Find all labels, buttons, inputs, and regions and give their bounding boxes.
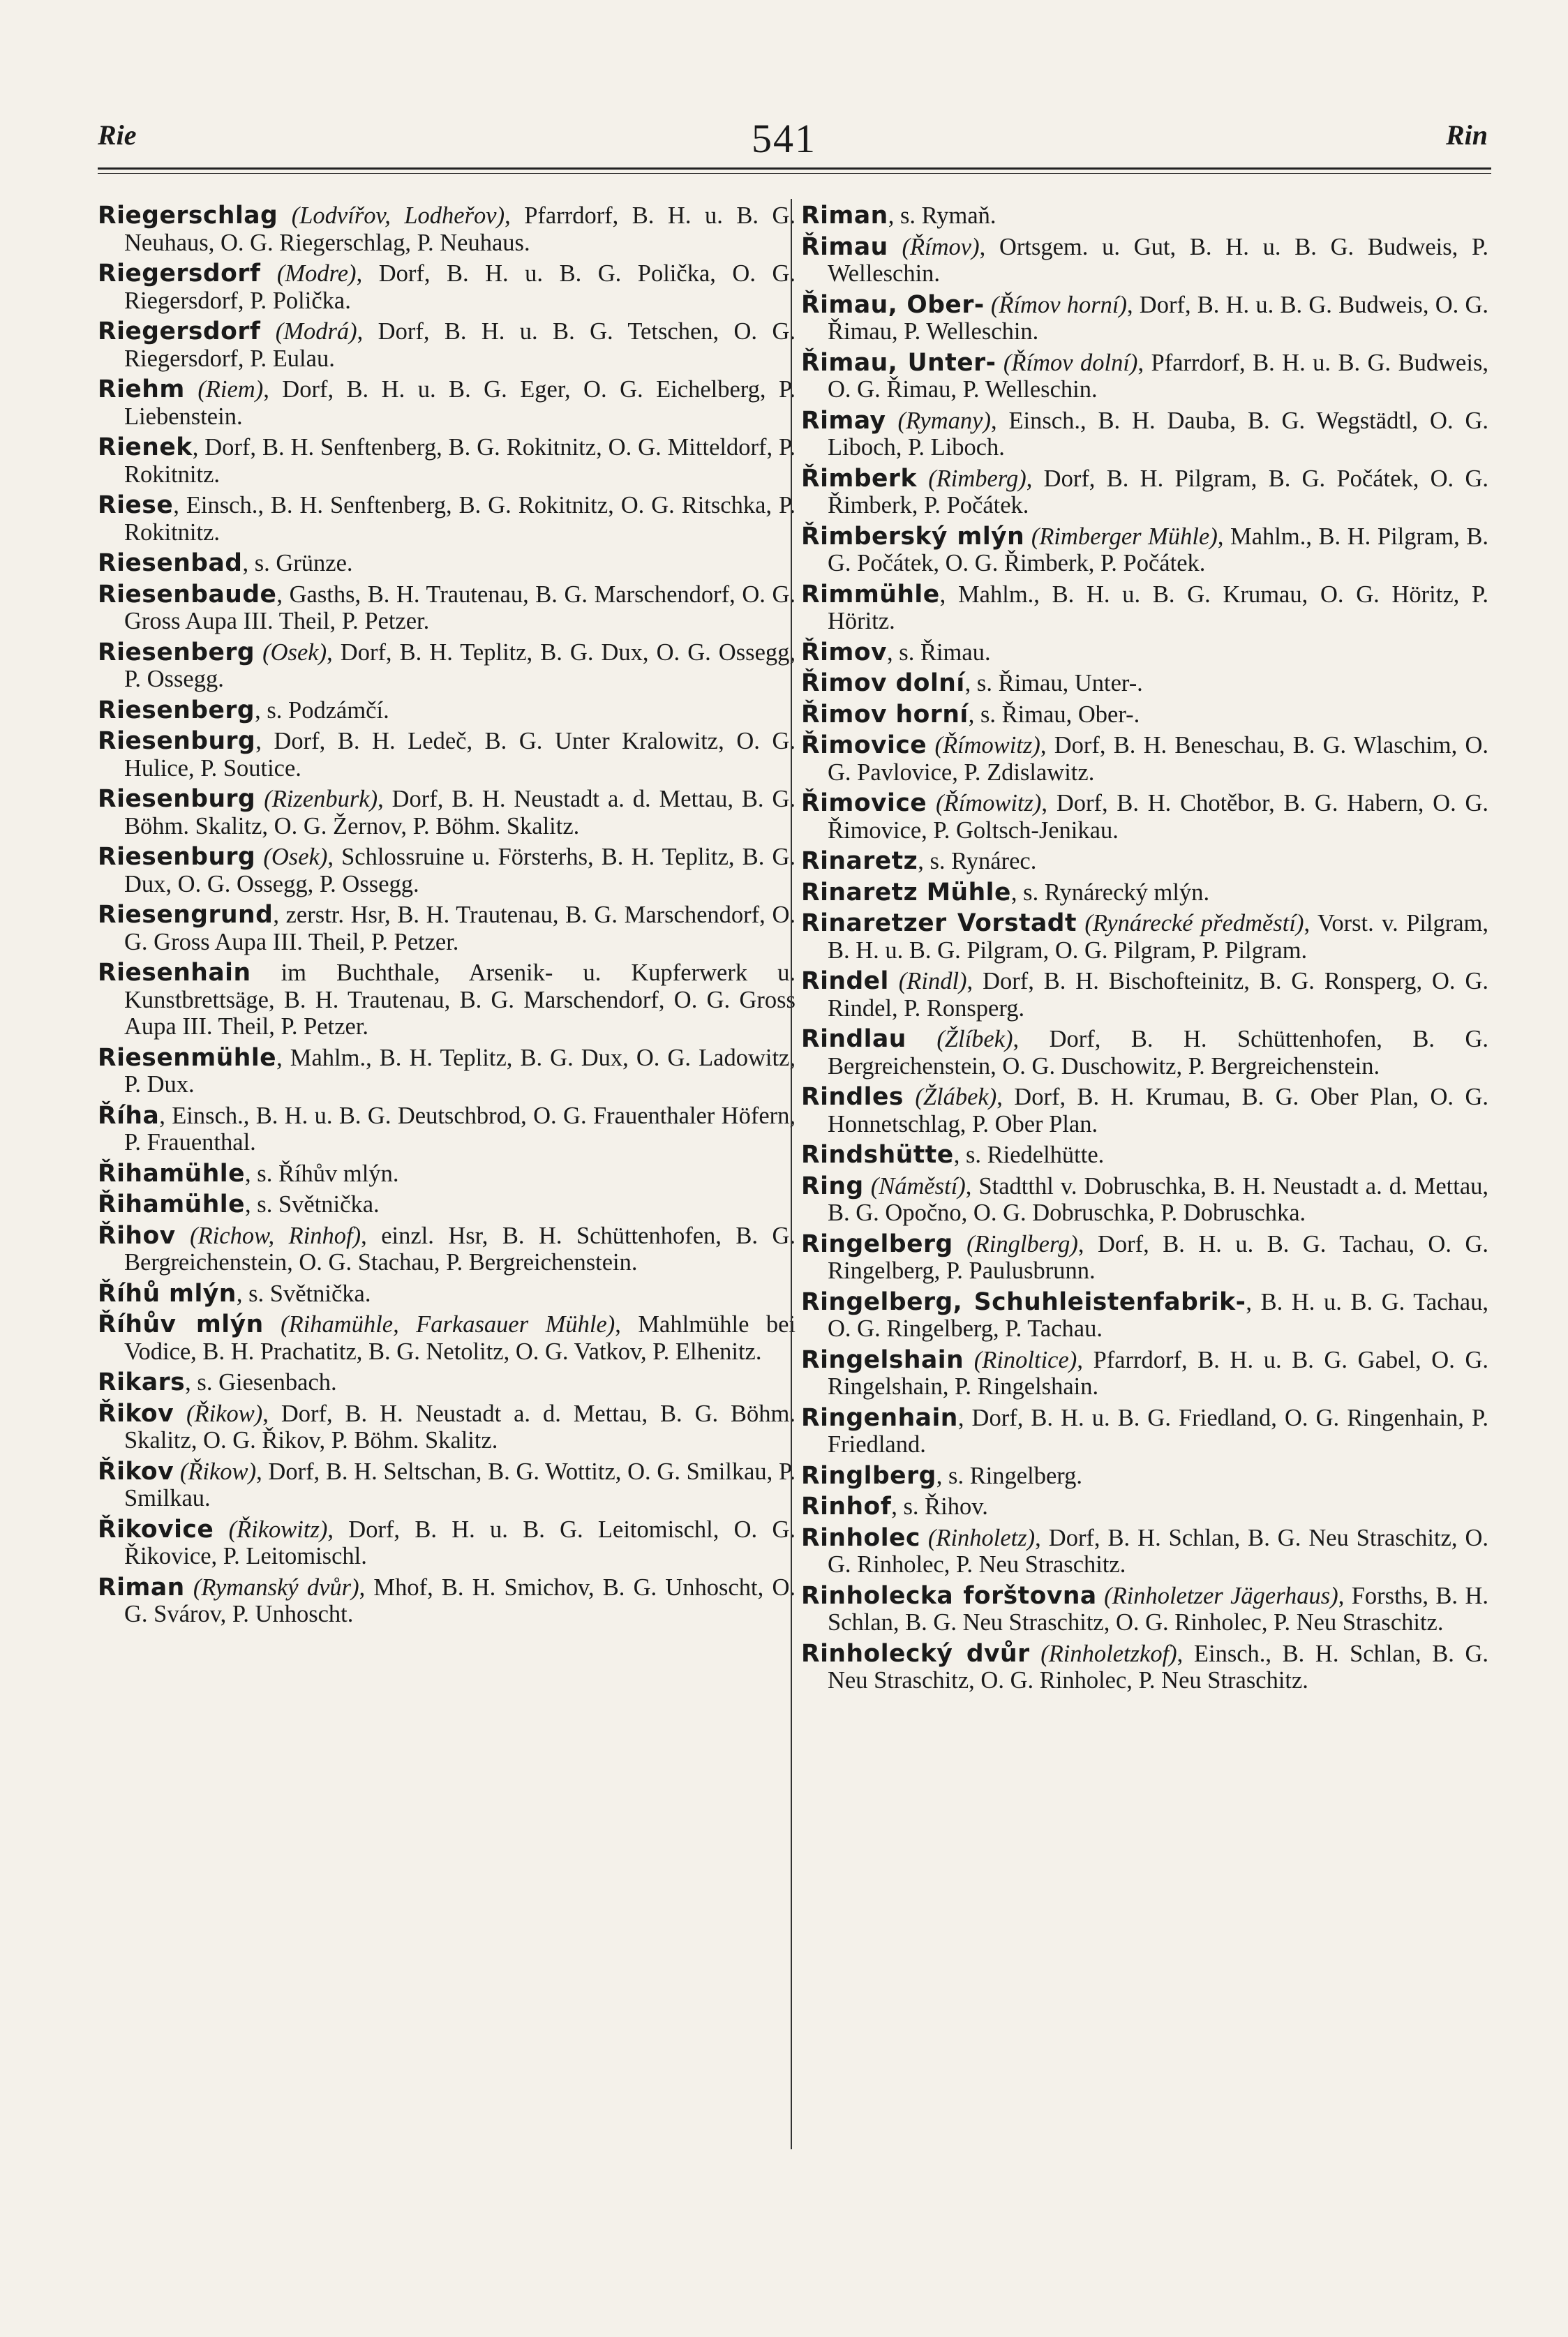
entry-czech-name: (Rindl) — [898, 968, 967, 994]
entry-description: , s. Giesenbach. — [185, 1369, 337, 1396]
gazetteer-entry — [98, 1103, 796, 1156]
entry-headword: Riesenbad — [98, 549, 243, 577]
entry-headword: Rienek — [98, 433, 193, 461]
entry-description: , Mahlm., B. H. Teplitz, B. G. Dux, O. G. Ladowitz, P. Dux. — [124, 1044, 796, 1098]
gazetteer-entry — [98, 1045, 796, 1098]
entry-description: , s. Řimau, Ober-. — [968, 701, 1140, 728]
entry-czech-name: (Řikowitz) — [228, 1516, 328, 1543]
gazetteer-entry — [801, 1173, 1488, 1227]
entry-description: , Dorf, B. H. Ledeč, B. G. Unter Kralowitz, O. G. Hulice, P. Soutice. — [124, 728, 796, 782]
entry-czech-name: (Rymanský dvůr) — [193, 1574, 359, 1601]
gazetteer-entry — [98, 1516, 796, 1570]
entry-description: , Pfarrdorf, B. H. u. B. G. Budweis, O. G. Řimau, P. Welleschin. — [828, 349, 1489, 403]
entry-headword: Řimov horní — [801, 700, 969, 729]
entry-headword: Riesenburg — [98, 727, 256, 755]
entry-headword: Ringelshain — [801, 1345, 964, 1374]
entry-headword: Řikovice — [98, 1515, 214, 1544]
entry-description: , Dorf, B. H. u. B. G. Leitomischl, O. G. Řikovice, P. Leitomischl. — [124, 1516, 796, 1569]
gazetteer-entry — [98, 1574, 796, 1628]
entry-description: , s. Řimau. — [887, 639, 991, 666]
entry-description: , s. Říhův mlýn. — [245, 1160, 399, 1187]
entry-czech-name: (Žlíbek) — [936, 1026, 1013, 1052]
entry-headword: Rinholecka forštovna — [801, 1581, 1097, 1610]
entry-description: , Pfarrdorf, B. H. u. B. G. Gabel, O. G. Ringelshain, P. Ringelshain. — [828, 1346, 1488, 1400]
entry-headword: Řimberský mlýn — [801, 522, 1025, 551]
entry-description: , Gasths, B. H. Trautenau, B. G. Marschendorf, O. G. Gross Aupa III. Theil, P. Petzer. — [124, 581, 796, 634]
entry-czech-name: (Rynárecké předměstí) — [1084, 910, 1304, 936]
entry-headword: Rindles — [801, 1083, 904, 1111]
right-column — [801, 202, 1488, 1698]
entry-description: , Mahlm., B. H. u. B. G. Krumau, O. G. Höritz, P. Höritz. — [828, 581, 1488, 634]
entry-czech-name: (Rihamühle, Farkasauer Mühle) — [281, 1311, 615, 1338]
gazetteer-entry — [801, 732, 1488, 786]
gazetteer-entry — [98, 786, 796, 839]
entry-description: , Pfarrdorf, B. H. u. B. G. Neuhaus, O. G. Riegerschlag, P. Neuhaus. — [124, 202, 796, 256]
entry-czech-name: (Rymany) — [897, 407, 991, 434]
left-column — [98, 202, 796, 1632]
gazetteer-entry — [98, 844, 796, 897]
entry-headword: Rindshütte — [801, 1141, 954, 1169]
entry-headword: Rinaretz Mühle — [801, 878, 1011, 906]
entry-headword: Riesenhain — [98, 959, 251, 987]
gazetteer-entry — [801, 1231, 1488, 1285]
entry-czech-name: (Osek) — [262, 639, 327, 666]
entry-czech-name: (Římov) — [902, 233, 980, 260]
entry-description: , Mahlm., B. H. Pilgram, B. G. Počátek, O. G. Řimberk, P. Počátek. — [828, 523, 1488, 576]
entry-headword: Ringelberg, Schuhleistenfabrik- — [801, 1287, 1246, 1316]
gazetteer-entry — [801, 234, 1488, 288]
entry-description: , Dorf, B. H. Pilgram, B. G. Počátek, O. G. Řimberk, P. Počátek. — [828, 465, 1489, 518]
entry-czech-name: (Náměstí) — [870, 1172, 966, 1200]
entry-description: , Ortsgem. u. Gut, B. H. u. B. G. Budweis, P. Welleschin. — [828, 233, 1489, 287]
entry-czech-name: (Římov horní) — [990, 291, 1127, 318]
gazetteer-entry — [98, 1160, 796, 1188]
entry-description: , B. H. u. B. G. Tachau, O. G. Ringelberg, P. Tachau. — [828, 1288, 1488, 1342]
entry-headword: Ring — [801, 1172, 864, 1200]
entry-description: , Dorf, B. H. u. B. G. Polička, O. G. Riegersdorf, P. Polička. — [124, 260, 796, 314]
entry-description: , Dorf, B. H. u. B. G. Tetschen, O. G. Riegersdorf, P. Eulau. — [124, 318, 796, 372]
gazetteer-entry — [98, 550, 796, 577]
entry-headword: Řimovice — [801, 731, 927, 759]
gazetteer-entry — [98, 260, 796, 314]
entry-czech-name: (Řikow) — [179, 1458, 257, 1485]
entry-czech-name: (Lodvířov, Lodheřov) — [291, 202, 505, 229]
gazetteer-entry — [801, 701, 1488, 729]
entry-czech-name: (Rinoltice) — [973, 1346, 1077, 1373]
entry-description: , s. Rynárec. — [918, 848, 1037, 874]
gazetteer-entry — [98, 1223, 796, 1276]
entry-headword: Rimay — [801, 406, 886, 435]
gazetteer-entry — [801, 910, 1488, 964]
entry-headword: Řikov — [98, 1399, 174, 1428]
entry-description: , Dorf, B. H. Neustadt a. d. Mettau, B. G. Böhm. Skalitz, O. G. Řikov, P. Böhm. Skalitz. — [124, 1400, 796, 1454]
entry-description: , s. Grünze. — [242, 550, 353, 576]
entry-description: , Dorf, B. H. u. B. G. Budweis, O. G. Řimau, P. Welleschin. — [828, 291, 1488, 345]
header-rule — [98, 167, 1491, 170]
gazetteer-entry — [98, 902, 796, 955]
entry-headword: Řimovice — [801, 789, 927, 817]
entry-description: , Schlossruine u. Försterhs, B. H. Teplitz, B. G. Dux, O. G. Ossegg, P. Ossegg. — [124, 844, 796, 897]
entry-czech-name: (Římowitz) — [934, 732, 1040, 759]
entry-description: , Dorf, B. H. u. B. G. Friedland, O. G. Ringenhain, P. Friedland. — [828, 1404, 1488, 1458]
entry-headword: Riesenburg — [98, 785, 256, 813]
entry-description: , s. Rymaň. — [888, 202, 996, 229]
entry-headword: Riegerschlag — [98, 202, 278, 230]
entry-czech-name: (Osek) — [263, 844, 328, 870]
gazetteer-entry — [801, 1493, 1488, 1521]
running-head-left: Rie — [98, 119, 137, 151]
entry-headword: Riman — [801, 202, 888, 230]
entry-description: , Dorf, B. H. Teplitz, B. G. Dux, O. G. Ossegg, P. Ossegg. — [124, 639, 796, 692]
gazetteer-entry — [801, 1289, 1488, 1343]
entry-czech-name: (Rinholetzkof) — [1040, 1640, 1177, 1667]
entry-description: , Dorf, B. H. Schlan, B. G. Neu Straschitz, O. G. Rinholec, P. Neu Straschitz. — [828, 1524, 1488, 1578]
gazetteer-entry — [98, 1458, 796, 1512]
entry-headword: Riegersdorf — [98, 318, 261, 345]
column-divider — [791, 199, 792, 2149]
entry-czech-name: (Rimberg) — [928, 465, 1026, 492]
entry-description: , s. Světnička. — [245, 1191, 380, 1218]
entry-description: , Dorf, B. H. Krumau, B. G. Ober Plan, O. G. Honnetschlag, P. Ober Plan. — [828, 1084, 1488, 1137]
entry-description: , zerstr. Hsr, B. H. Trautenau, B. G. Marschendorf, O. G. Gross Aupa III. Theil, P. Petzer. — [124, 902, 796, 955]
entry-headword: Riesengrund — [98, 901, 274, 929]
gazetteer-entry — [801, 523, 1488, 577]
entry-headword: Řimov — [801, 638, 888, 666]
entry-headword: Řihamühle — [98, 1159, 246, 1188]
gazetteer-entry — [801, 408, 1488, 461]
gazetteer-entry — [801, 1463, 1488, 1490]
gazetteer-entry — [801, 639, 1488, 666]
entry-headword: Rinaretzer Vorstadt — [801, 909, 1077, 937]
entry-headword: Řikov — [98, 1457, 174, 1486]
gazetteer-entry — [98, 1369, 796, 1396]
entry-headword: Říhů mlýn — [98, 1279, 237, 1308]
entry-czech-name: (Modrá) — [275, 318, 357, 345]
entry-headword: Řihamühle — [98, 1190, 246, 1218]
gazetteer-entry — [801, 1405, 1488, 1458]
entry-description: , Vorst. v. Pilgram, B. H. u. B. G. Pilgram, O. G. Pilgram, P. Pilgram. — [828, 910, 1489, 964]
entry-description: , s. Ringelberg. — [936, 1462, 1083, 1489]
entry-description: , Dorf, B. H. Seltschan, B. G. Wottitz, O. G. Smilkau, P. Smilkau. — [124, 1458, 796, 1511]
gazetteer-entry — [98, 697, 796, 724]
gazetteer-entry — [801, 581, 1488, 635]
entry-description: , s. Podzámčí. — [255, 696, 389, 724]
entry-czech-name: (Rinholetz) — [927, 1524, 1036, 1551]
entry-headword: Riesenburg — [98, 843, 256, 871]
entry-description: , Einsch., B. H. Senftenberg, B. G. Rokitnitz, O. G. Ritschka, P. Rokitnitz. — [124, 492, 796, 546]
gazetteer-entry — [98, 728, 796, 782]
header-rule-thin — [98, 173, 1491, 174]
entry-headword: Rinholec — [801, 1523, 920, 1552]
gazetteer-entry — [98, 318, 796, 372]
entry-headword: Rindlau — [801, 1025, 906, 1053]
entry-description: , Dorf, B. H. Beneschau, B. G. Wlaschim, O. G. Pavlovice, P. Zdislawitz. — [828, 732, 1488, 786]
entry-headword: Rikars — [98, 1368, 186, 1396]
entry-description: , s. Řihov. — [891, 1493, 988, 1520]
entry-headword: Riesenbaude — [98, 580, 277, 608]
entry-description: , s. Řimau, Unter-. — [964, 670, 1143, 696]
gazetteer-entry — [801, 1641, 1488, 1694]
entry-headword: Riesenberg — [98, 696, 255, 724]
gazetteer-entry — [801, 1026, 1488, 1080]
entry-description: , Einsch., B. H. Schlan, B. G. Neu Straschitz, O. G. Rinholec, P. Neu Straschitz. — [828, 1640, 1488, 1694]
entry-headword: Riman — [98, 1573, 185, 1601]
entry-description: , Mhof, B. H. Smichov, B. G. Unhoscht, O. G. Svárov, P. Unhoscht. — [124, 1574, 796, 1627]
entry-czech-name: (Riem) — [197, 376, 264, 403]
entry-headword: Ringlberg — [801, 1461, 936, 1490]
gazetteer-entry — [801, 968, 1488, 1022]
entry-czech-name: (Žlábek) — [915, 1084, 997, 1110]
entry-description: , Dorf, B. H. u. B. G. Eger, O. G. Eichelberg, P. Liebenstein. — [124, 376, 796, 430]
entry-czech-name: (Rinholetzer Jägerhaus) — [1104, 1582, 1338, 1609]
entry-description: , Forsths, B. H. Schlan, B. G. Neu Straschitz, O. G. Rinholec, P. Neu Straschitz. — [828, 1582, 1489, 1636]
gazetteer-entry — [98, 1401, 796, 1454]
gazetteer-entry — [801, 1084, 1488, 1137]
entry-description: , einzl. Hsr, B. H. Schüttenhofen, B. G. Bergreichenstein, O. G. Stachau, P. Bergreichenstein. — [124, 1222, 796, 1276]
entry-headword: Říha — [98, 1101, 160, 1130]
entry-headword: Riesenberg — [98, 638, 255, 666]
entry-description: , Stadtthl v. Dobruschka, B. H. Neustadt a. d. Mettau, B. G. Opočno, O. G. Dobruschka, P. Dobruschka. — [828, 1172, 1489, 1226]
entry-description: , Mahlmühle bei Vodice, B. H. Prachatitz, B. G. Netolitz, O. G. Vatkov, P. Elhenitz. — [124, 1311, 796, 1365]
entry-headword: Ringenhain — [801, 1403, 958, 1432]
entry-headword: Rinhof — [801, 1493, 892, 1521]
entry-description: , s. Riedelhütte. — [953, 1142, 1105, 1168]
entry-description: , Dorf, B. H. Bischofteinitz, B. G. Ronsperg, O. G. Rindel, P. Ronsperg. — [828, 968, 1489, 1022]
entry-czech-name: (Řikow) — [186, 1400, 263, 1427]
entry-description: , s. Rynárecký mlýn. — [1010, 879, 1210, 906]
gazetteer-entry — [98, 639, 796, 693]
entry-headword: Riesenmühle — [98, 1043, 277, 1072]
entry-description: , Dorf, B. H. Schüttenhofen, B. G. Bergreichenstein, O. G. Duschowitz, P. Bergreichenstein. — [828, 1026, 1489, 1080]
entry-headword: Řimberk — [801, 464, 917, 493]
entry-headword: Řihov — [98, 1221, 176, 1250]
gazetteer-entry — [801, 670, 1488, 697]
entry-czech-name: (Modre) — [276, 260, 357, 287]
gazetteer-entry — [801, 1347, 1488, 1401]
entry-czech-name: (Rizenburk) — [264, 786, 378, 812]
gazetteer-entry — [801, 1583, 1488, 1636]
entry-headword: Řimau, Ober- — [801, 290, 985, 319]
entry-headword: Řimau, Unter- — [801, 348, 996, 377]
gazetteer-entry — [98, 434, 796, 488]
entry-headword: Riehm — [98, 375, 185, 403]
entry-description: , Einsch., B. H. Dauba, B. G. Wegstädtl, O. G. Liboch, P. Liboch. — [828, 407, 1489, 461]
entry-description: , Dorf, B. H. Neustadt a. d. Mettau, B. G. Böhm. Skalitz, O. G. Žernov, P. Böhm. Skalitz. — [124, 786, 796, 839]
gazetteer-entry — [801, 202, 1488, 230]
entry-description: , Dorf, B. H. Chotěbor, B. G. Habern, O. G. Řimovice, P. Goltsch-Jenikau. — [828, 790, 1489, 844]
gazetteer-entry — [801, 465, 1488, 519]
entry-czech-name: (Ringlberg) — [966, 1230, 1078, 1257]
gazetteer-entry — [801, 848, 1488, 875]
entry-czech-name: (Richow, Rinhof) — [190, 1222, 361, 1249]
entry-description: im Buchthale, Arsenik- u. Kupferwerk u. Kunstbrettsäge, B. H. Trautenau, B. G. Marschendorf, O. G. Gross Aupa III. Theil, P. Petzer. — [124, 960, 796, 1040]
entry-czech-name: (Rimberger Mühle) — [1031, 523, 1218, 550]
gazetteer-entry — [98, 1281, 796, 1308]
gazetteer-entry — [801, 1142, 1488, 1169]
gazetteer-entry — [98, 492, 796, 546]
gazetteer-entry — [98, 960, 796, 1040]
entry-headword: Řimov dolní — [801, 669, 965, 697]
entry-description: , s. Světnička. — [236, 1280, 371, 1307]
page-number: 541 — [752, 116, 816, 161]
gazetteer-entry — [801, 1525, 1488, 1578]
gazetteer-entry — [98, 1311, 796, 1365]
entry-headword: Rimmühle — [801, 580, 940, 608]
gazetteer-entry — [801, 790, 1488, 844]
gazetteer-entry — [98, 581, 796, 635]
entry-description: , Dorf, B. H. Senftenberg, B. G. Rokitnitz, O. G. Mitteldorf, P. Rokitnitz. — [124, 434, 796, 488]
running-head-right: Rin — [1445, 119, 1488, 151]
entry-headword: Riegersdorf — [98, 260, 261, 288]
gazetteer-entry — [801, 350, 1488, 403]
entry-headword: Řimau — [801, 232, 888, 261]
entry-headword: Rinaretz — [801, 847, 918, 875]
entry-headword: Ringelberg — [801, 1230, 953, 1258]
entry-headword: Riese — [98, 491, 174, 519]
gazetteer-entry — [98, 1191, 796, 1218]
entry-czech-name: (Římowitz) — [936, 790, 1042, 816]
gazetteer-entry — [98, 202, 796, 256]
gazetteer-entry — [801, 879, 1488, 906]
entry-description: , Dorf, B. H. u. B. G. Tachau, O. G. Ringelberg, P. Paulusbrunn. — [828, 1230, 1488, 1284]
gazetteer-entry — [801, 292, 1488, 345]
entry-headword: Říhův mlýn — [98, 1311, 264, 1338]
entry-czech-name: (Římov dolní) — [1003, 349, 1138, 376]
entry-headword: Rinholecký dvůr — [801, 1639, 1030, 1668]
gazetteer-entry — [98, 376, 796, 430]
entry-headword: Rindel — [801, 967, 889, 995]
entry-description: , Einsch., B. H. u. B. G. Deutschbrod, O. G. Frauenthaler Höfern, P. Frauenthal. — [124, 1102, 796, 1156]
